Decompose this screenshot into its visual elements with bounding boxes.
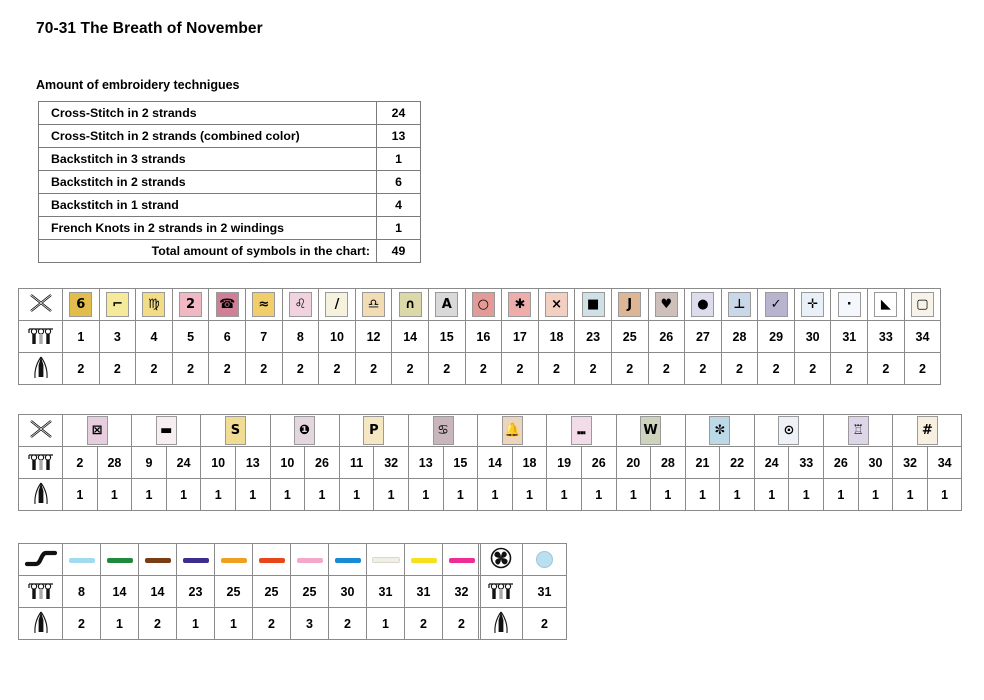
- strand-count-cell: 1: [132, 479, 167, 511]
- technique-count: 1: [377, 217, 421, 240]
- stitch-symbol-cell: [319, 289, 356, 321]
- strand-count-cell: 1: [367, 608, 405, 640]
- color-number-cell: 11: [339, 447, 374, 479]
- strand-count-cell: 2: [172, 353, 209, 385]
- color-number-cell: 15: [428, 321, 465, 353]
- color-number-cell: 20: [616, 447, 651, 479]
- stitch-symbol-glyph: ⊠: [87, 416, 108, 445]
- stitch-symbol-cell: [355, 289, 392, 321]
- strand-count-cell: 2: [443, 608, 481, 640]
- color-number-cell: 34: [904, 321, 941, 353]
- color-number-cell: 23: [575, 321, 612, 353]
- strand-count-cell: 2: [405, 608, 443, 640]
- color-number-cell: 26: [305, 447, 340, 479]
- technique-label: Cross-Stitch in 2 strands: [39, 102, 377, 125]
- strand-count-cell: 2: [99, 353, 136, 385]
- backstitch-color-swatch: [253, 544, 291, 576]
- strand-count-cell: 2: [282, 353, 319, 385]
- thread-spools-icon: [19, 321, 63, 353]
- color-number-cell: 1: [63, 321, 100, 353]
- table-row: [479, 608, 567, 640]
- stitch-symbol-cell: [502, 289, 539, 321]
- stitch-symbol-glyph: ○: [472, 292, 495, 317]
- color-number-cell: 13: [235, 447, 270, 479]
- strand-count-cell: 2: [63, 608, 101, 640]
- color-number-cell: 25: [253, 576, 291, 608]
- line-swatch: [259, 558, 285, 563]
- knot-dot: [536, 551, 553, 568]
- stitch-symbol-glyph: ♥: [655, 292, 678, 317]
- technique-count: 13: [377, 125, 421, 148]
- strand-count-cell: 1: [893, 479, 928, 511]
- stitch-symbol-cell: [428, 289, 465, 321]
- strand-count-cell: 2: [465, 353, 502, 385]
- color-number-cell: 34: [927, 447, 962, 479]
- stitch-symbol-glyph: 6: [69, 292, 92, 317]
- stitch-symbol-glyph: ✱: [508, 292, 531, 317]
- strand-count-cell: 2: [721, 353, 758, 385]
- strand-count-cell: 1: [720, 479, 755, 511]
- stitch-symbol-glyph: 🔔: [502, 416, 523, 445]
- strand-count-cell: 1: [201, 479, 236, 511]
- needle-icon: [19, 479, 63, 511]
- table-row: [19, 544, 481, 576]
- line-swatch: [411, 558, 437, 563]
- stitch-symbol-glyph: ☎: [216, 292, 239, 317]
- color-number-cell: 3: [99, 321, 136, 353]
- stitch-symbol-glyph: W: [640, 416, 661, 445]
- color-number-cell: 8: [63, 576, 101, 608]
- stitch-symbol-glyph: /: [325, 292, 348, 317]
- color-number-cell: 6: [209, 321, 246, 353]
- stitch-symbol-glyph: ❶: [294, 416, 315, 445]
- backstitch-color-swatch: [177, 544, 215, 576]
- stitch-symbol-cell: [538, 289, 575, 321]
- stitch-symbol-glyph: A: [435, 292, 458, 317]
- color-number-cell: 27: [685, 321, 722, 353]
- strand-count-cell: 2: [245, 353, 282, 385]
- table-row: [479, 544, 567, 576]
- strand-count-cell: 2: [63, 353, 100, 385]
- color-number-cell: 14: [478, 447, 513, 479]
- color-number-cell: 23: [177, 576, 215, 608]
- stitch-symbol-cell: [478, 415, 547, 447]
- color-number-cell: 10: [270, 447, 305, 479]
- stitch-symbol-cell: [63, 415, 132, 447]
- table-row: [19, 321, 941, 353]
- strand-count-cell: 2: [136, 353, 173, 385]
- color-number-cell: 33: [868, 321, 905, 353]
- needle-icon: [479, 608, 523, 640]
- stitch-symbol-glyph: #: [917, 416, 938, 445]
- table-row: [39, 194, 421, 217]
- cross-stitch-icon: [19, 415, 63, 447]
- color-number-cell: 31: [523, 576, 567, 608]
- table-row: [19, 447, 962, 479]
- stitch-symbol-glyph: ⑉: [571, 416, 592, 445]
- color-number-cell: 10: [319, 321, 356, 353]
- stitch-symbol-cell: [201, 415, 270, 447]
- strand-count-cell: 1: [339, 479, 374, 511]
- strand-count-cell: 1: [235, 479, 270, 511]
- color-number-cell: 32: [443, 576, 481, 608]
- color-number-cell: 30: [329, 576, 367, 608]
- stitch-symbol-cell: [685, 289, 722, 321]
- line-swatch: [297, 558, 323, 563]
- stitch-symbol-glyph: ●: [691, 292, 714, 317]
- stitch-symbol-glyph: P: [363, 416, 384, 445]
- color-number-cell: 32: [374, 447, 409, 479]
- backstitch-color-swatch: [443, 544, 481, 576]
- backstitch-line-icon: [19, 544, 63, 576]
- strand-count-cell: 1: [443, 479, 478, 511]
- legend-heading: Amount of embroidery technigues: [36, 78, 240, 92]
- strand-count-cell: 1: [789, 479, 824, 511]
- table-row: [19, 289, 941, 321]
- technique-count: 4: [377, 194, 421, 217]
- cross-stitch-icon: [19, 289, 63, 321]
- color-number-cell: 25: [611, 321, 648, 353]
- stitch-symbol-cell: [99, 289, 136, 321]
- stitch-symbol-glyph: ♍: [142, 292, 165, 317]
- stitch-symbol-glyph: ♎: [362, 292, 385, 317]
- stitch-symbol-glyph: ×: [545, 292, 568, 317]
- backstitch-color-swatch: [329, 544, 367, 576]
- stitch-symbol-glyph: S: [225, 416, 246, 445]
- strand-count-cell: 1: [63, 479, 98, 511]
- thread-spools-icon: [19, 576, 63, 608]
- strand-count-cell: 1: [927, 479, 962, 511]
- technique-count: 6: [377, 171, 421, 194]
- strand-count-cell: 1: [305, 479, 340, 511]
- stitch-symbol-cell: [721, 289, 758, 321]
- stitch-symbol-glyph: ⊥: [728, 292, 751, 317]
- stitch-symbol-glyph: ✼: [709, 416, 730, 445]
- color-number-cell: 13: [408, 447, 443, 479]
- strand-count-cell: 1: [754, 479, 789, 511]
- strand-count-cell: 2: [329, 608, 367, 640]
- color-number-cell: 33: [789, 447, 824, 479]
- cross-stitch-legend-table: [18, 288, 941, 385]
- line-swatch: [145, 558, 171, 563]
- backstitch-color-swatch: [139, 544, 177, 576]
- color-number-cell: 30: [794, 321, 831, 353]
- strand-count-cell: 2: [253, 608, 291, 640]
- stitch-symbol-cell: [408, 415, 477, 447]
- stitch-symbol-glyph: ♋: [433, 416, 454, 445]
- color-number-cell: 7: [245, 321, 282, 353]
- stitch-symbol-glyph: ♌: [289, 292, 312, 317]
- backstitch-color-swatch: [215, 544, 253, 576]
- backstitch-color-swatch: [367, 544, 405, 576]
- technique-label: Backstitch in 3 strands: [39, 148, 377, 171]
- stitch-symbol-cell: [824, 415, 893, 447]
- strand-count-cell: 1: [651, 479, 686, 511]
- backstitch-color-swatch: [101, 544, 139, 576]
- technique-label: Cross-Stitch in 2 strands (combined color): [39, 125, 377, 148]
- thread-spools-icon: [19, 447, 63, 479]
- french-knot-legend-table: [478, 543, 567, 640]
- table-row: [39, 102, 421, 125]
- table-row: [39, 217, 421, 240]
- stitch-symbol-cell: [392, 289, 429, 321]
- stitch-symbol-cell: [831, 289, 868, 321]
- color-number-cell: 31: [367, 576, 405, 608]
- color-number-cell: 14: [392, 321, 429, 353]
- table-row: [19, 415, 962, 447]
- backstitch-color-swatch: [291, 544, 329, 576]
- color-number-cell: 14: [139, 576, 177, 608]
- color-number-cell: 14: [101, 576, 139, 608]
- strand-count-cell: 2: [611, 353, 648, 385]
- strand-count-cell: 2: [868, 353, 905, 385]
- stitch-symbol-cell: [794, 289, 831, 321]
- technique-count: 24: [377, 102, 421, 125]
- table-row: [39, 125, 421, 148]
- color-number-cell: 10: [201, 447, 236, 479]
- stitch-symbol-cell: [616, 415, 685, 447]
- technique-label: Backstitch in 2 strands: [39, 171, 377, 194]
- strand-count-cell: 2: [502, 353, 539, 385]
- strand-count-cell: 1: [270, 479, 305, 511]
- color-number-cell: 16: [465, 321, 502, 353]
- strand-count-cell: 2: [575, 353, 612, 385]
- table-row: [479, 576, 567, 608]
- strand-count-cell: 2: [319, 353, 356, 385]
- strand-count-cell: 2: [139, 608, 177, 640]
- strand-count-cell: 2: [758, 353, 795, 385]
- table-row: [19, 576, 481, 608]
- strand-count-cell: 1: [824, 479, 859, 511]
- stitch-symbol-glyph: 2: [179, 292, 202, 317]
- table-row: [19, 608, 481, 640]
- stitch-symbol-glyph: ≈: [252, 292, 275, 317]
- table-row: [39, 148, 421, 171]
- line-swatch: [221, 558, 247, 563]
- strand-count-cell: 2: [538, 353, 575, 385]
- color-number-cell: 25: [291, 576, 329, 608]
- color-number-cell: 4: [136, 321, 173, 353]
- color-number-cell: 18: [538, 321, 575, 353]
- technique-count: 1: [377, 148, 421, 171]
- strand-count-cell: 1: [616, 479, 651, 511]
- strand-count-cell: 1: [685, 479, 720, 511]
- needle-icon: [19, 608, 63, 640]
- stitch-symbol-cell: [754, 415, 823, 447]
- strand-count-cell: 1: [858, 479, 893, 511]
- strand-count-cell: 2: [428, 353, 465, 385]
- color-number-cell: 21: [685, 447, 720, 479]
- stitch-symbol-glyph: ▢: [911, 292, 934, 317]
- technique-label: Backstitch in 1 strand: [39, 194, 377, 217]
- line-swatch: [335, 558, 361, 563]
- stitch-symbol-glyph: ⊙: [778, 416, 799, 445]
- color-number-cell: 26: [824, 447, 859, 479]
- line-swatch: [372, 557, 400, 563]
- stitch-symbol-glyph: ⌐: [106, 292, 129, 317]
- color-number-cell: 2: [63, 447, 98, 479]
- color-number-cell: 22: [720, 447, 755, 479]
- thread-spools-icon: [479, 576, 523, 608]
- backstitch-color-swatch: [63, 544, 101, 576]
- line-swatch: [69, 558, 95, 563]
- stitch-symbol-glyph: ■: [582, 292, 605, 317]
- table-row-total: [39, 240, 421, 263]
- strand-count-cell: 2: [209, 353, 246, 385]
- table-row: [19, 353, 941, 385]
- strand-count-cell: 1: [512, 479, 547, 511]
- stitch-symbol-cell: [904, 289, 941, 321]
- strand-count-cell: 1: [581, 479, 616, 511]
- table-row: [19, 479, 962, 511]
- stitch-symbol-cell: [136, 289, 173, 321]
- color-number-cell: 28: [651, 447, 686, 479]
- stitch-symbol-cell: [547, 415, 616, 447]
- color-number-cell: 30: [858, 447, 893, 479]
- stitch-symbol-cell: [685, 415, 754, 447]
- strand-count-cell: 2: [685, 353, 722, 385]
- line-swatch: [107, 558, 133, 563]
- strand-count-cell: 2: [523, 608, 567, 640]
- needle-icon: [19, 353, 63, 385]
- stitch-symbol-cell: [611, 289, 648, 321]
- stitch-symbol-cell: [893, 415, 962, 447]
- color-number-cell: 28: [721, 321, 758, 353]
- stitch-symbol-cell: [172, 289, 209, 321]
- strand-count-cell: 1: [101, 608, 139, 640]
- stitch-symbol-glyph: ▬: [156, 416, 177, 445]
- page-title: 70-31 The Breath of November: [36, 20, 263, 37]
- color-number-cell: 18: [512, 447, 547, 479]
- stitch-symbol-glyph: ✛: [801, 292, 824, 317]
- color-number-cell: 31: [405, 576, 443, 608]
- stitch-symbol-cell: [648, 289, 685, 321]
- stitch-symbol-cell: [465, 289, 502, 321]
- stitch-symbol-glyph: ✓: [765, 292, 788, 317]
- stitch-symbol-glyph: ∩: [399, 292, 422, 317]
- backstitch-legend-table: [18, 543, 481, 640]
- stitch-symbol-glyph: ♖: [848, 416, 869, 445]
- color-number-cell: 19: [547, 447, 582, 479]
- color-number-cell: 5: [172, 321, 209, 353]
- strand-count-cell: 1: [478, 479, 513, 511]
- stitch-symbol-cell: [209, 289, 246, 321]
- embroidery-summary-table: [38, 101, 421, 263]
- color-number-cell: 12: [355, 321, 392, 353]
- strand-count-cell: 3: [291, 608, 329, 640]
- stitch-symbol-cell: [758, 289, 795, 321]
- color-number-cell: 24: [166, 447, 201, 479]
- strand-count-cell: 2: [355, 353, 392, 385]
- color-number-cell: 26: [648, 321, 685, 353]
- combined-color-legend-table: [18, 414, 962, 511]
- stitch-symbol-glyph: J: [618, 292, 641, 317]
- color-number-cell: 8: [282, 321, 319, 353]
- stitch-symbol-cell: [270, 415, 339, 447]
- color-number-cell: 15: [443, 447, 478, 479]
- stitch-symbol-cell: [575, 289, 612, 321]
- strand-count-cell: 1: [547, 479, 582, 511]
- french-knot-color-swatch: [523, 544, 567, 576]
- color-number-cell: 29: [758, 321, 795, 353]
- stitch-symbol-cell: [282, 289, 319, 321]
- total-label: Total amount of symbols in the chart:: [39, 240, 377, 263]
- strand-count-cell: 1: [177, 608, 215, 640]
- color-number-cell: 26: [581, 447, 616, 479]
- total-count: 49: [377, 240, 421, 263]
- technique-label: French Knots in 2 strands in 2 windings: [39, 217, 377, 240]
- strand-count-cell: 1: [374, 479, 409, 511]
- color-number-cell: 17: [502, 321, 539, 353]
- stitch-symbol-cell: [245, 289, 282, 321]
- line-swatch: [449, 558, 475, 563]
- color-number-cell: 32: [893, 447, 928, 479]
- strand-count-cell: 2: [648, 353, 685, 385]
- french-knot-icon: [479, 544, 523, 576]
- color-number-cell: 31: [831, 321, 868, 353]
- backstitch-color-swatch: [405, 544, 443, 576]
- stitch-symbol-glyph: ◣: [874, 292, 897, 317]
- stitch-symbol-cell: [132, 415, 201, 447]
- color-number-cell: 28: [97, 447, 132, 479]
- strand-count-cell: 1: [215, 608, 253, 640]
- color-number-cell: 9: [132, 447, 167, 479]
- strand-count-cell: 2: [904, 353, 941, 385]
- strand-count-cell: 1: [166, 479, 201, 511]
- strand-count-cell: 2: [392, 353, 429, 385]
- strand-count-cell: 2: [831, 353, 868, 385]
- line-swatch: [183, 558, 209, 563]
- table-row: [39, 171, 421, 194]
- stitch-symbol-cell: [868, 289, 905, 321]
- stitch-symbol-cell: [63, 289, 100, 321]
- strand-count-cell: 1: [408, 479, 443, 511]
- strand-count-cell: 2: [794, 353, 831, 385]
- strand-count-cell: 1: [97, 479, 132, 511]
- color-number-cell: 24: [754, 447, 789, 479]
- stitch-symbol-cell: [339, 415, 408, 447]
- color-number-cell: 25: [215, 576, 253, 608]
- stitch-symbol-glyph: ·: [838, 292, 861, 317]
